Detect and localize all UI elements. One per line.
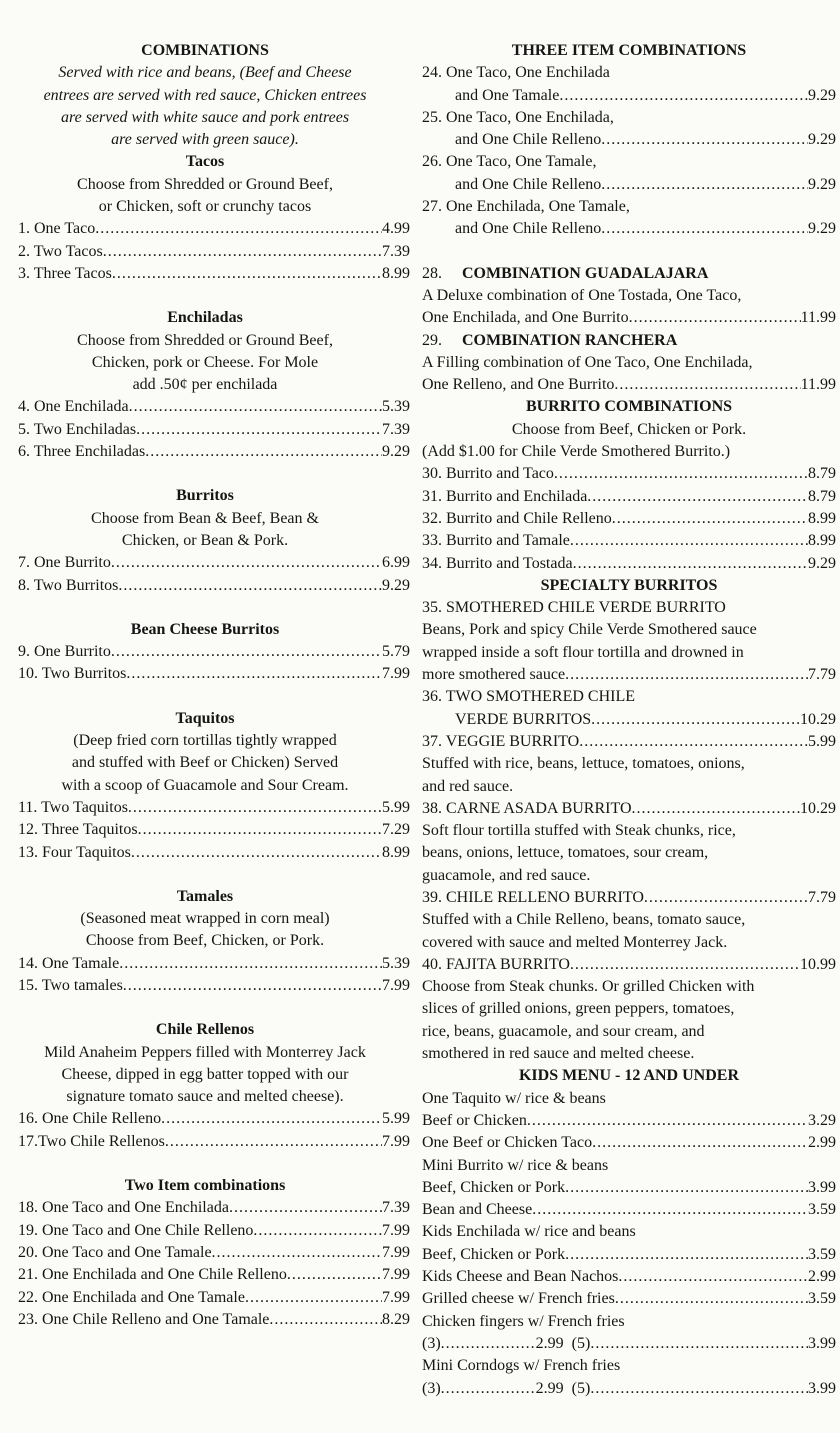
menu-item: 37. VEGGIE BURRITO ..... 5.99 xyxy=(422,731,836,753)
item-40-desc: smothered in red sauce and melted cheese. xyxy=(422,1045,695,1063)
burritos-desc: Chicken, or Bean & Pork. xyxy=(121,531,289,549)
item-35-title: 35. SMOTHERED CHILE VERDE BURRITO xyxy=(422,599,726,617)
rellenos-desc: Mild Anaheim Peppers filled with Monterrey Jack xyxy=(44,1043,366,1061)
menu-item: 22. One Enchilada and One Tamale ..... 7.99 xyxy=(0,1287,410,1309)
tacos-desc: Choose from Shredded or Ground Beef, xyxy=(77,175,333,193)
menu-item: 13. Four Taquitos ..... 8.99 xyxy=(0,842,410,864)
combinations-note: are served with green sauce). xyxy=(111,131,299,149)
taquitos-desc: and stuffed with Beef or Chicken) Served xyxy=(71,754,339,772)
item-38-desc: beans, onions, lettuce, tomatoes, sour cream, xyxy=(422,844,709,862)
ranchera-desc: A Filling combination of One Taco, One Enchilada, xyxy=(422,353,753,371)
menu-item: 34. Burrito and Tostada ..... 9.29 xyxy=(422,553,836,575)
menu-item-line: 25. One Taco, One Enchilada, xyxy=(422,108,614,126)
tamales-title: Tamales xyxy=(176,887,234,905)
kids-subhead: One Taquito w/ rice & beans xyxy=(422,1089,606,1107)
tacos-desc: or Chicken, soft or crunchy tacos xyxy=(98,198,312,216)
item-38-desc: guacamole, and red sauce. xyxy=(422,866,591,884)
menu-item-line: 26. One Taco, One Tamale, xyxy=(422,153,597,171)
menu-item: 16. One Chile Relleno ..... 5.99 xyxy=(0,1108,410,1130)
menu-item: 3. Three Tacos ..... 8.99 xyxy=(0,263,410,285)
menu-item: 40. FAJITA BURRITO ..... 10.99 xyxy=(422,954,836,976)
burritos-title: Burritos xyxy=(176,487,234,505)
menu-item: 17.Two Chile Rellenos ..... 7.99 xyxy=(0,1131,410,1153)
combinations-title: COMBINATIONS xyxy=(141,42,269,59)
tamales-desc: Choose from Beef, Chicken, or Pork. xyxy=(85,932,325,950)
menu-item: (3) ..... 2.99 (5) ..... 3.99 xyxy=(422,1333,836,1355)
kids-subhead: Mini Corndogs w/ French fries xyxy=(422,1357,621,1375)
rellenos-title: Chile Rellenos xyxy=(155,1021,255,1039)
menu-item: 15. Two tamales ..... 7.99 xyxy=(0,975,410,997)
specialty-title: SPECIALTY BURRITOS xyxy=(540,576,718,594)
menu-item: One Enchilada, and One Burrito ..... 11.99 xyxy=(422,307,836,329)
menu-item: Beef, Chicken or Pork ..... 3.59 xyxy=(422,1244,836,1266)
menu-item: 11. Two Taquitos ..... 5.99 xyxy=(0,797,410,819)
menu-item: 10. Two Burritos ..... 7.99 xyxy=(0,663,410,685)
menu-item: 2. Two Tacos ..... 7.39 xyxy=(0,241,410,263)
menu-item: 6. Three Enchiladas ..... 9.29 xyxy=(0,441,410,463)
guadalajara-heading: 28. COMBINATION GUADALAJARA xyxy=(422,264,709,282)
menu-item: 31. Burrito and Enchilada ..... 8.79 xyxy=(422,486,836,508)
enchiladas-title: Enchiladas xyxy=(167,309,243,327)
tamales-desc: (Seasoned meat wrapped in corn meal) xyxy=(80,910,330,928)
menu-item: 21. One Enchilada and One Chile Relleno ..... 7.99 xyxy=(0,1264,410,1286)
guadalajara-desc: A Deluxe combination of One Tostada, One Taco, xyxy=(422,286,742,304)
menu-item: Kids Cheese and Bean Nachos ..... 2.99 xyxy=(422,1266,836,1288)
menu-item: 19. One Taco and One Chile Relleno ..... 7.99 xyxy=(0,1220,410,1242)
three-item-title: THREE ITEM COMBINATIONS xyxy=(511,42,747,59)
menu-item: Grilled cheese w/ French fries ..... 3.59 xyxy=(422,1288,836,1310)
item-39-desc: covered with sauce and melted Monterrey Jack. xyxy=(422,933,728,951)
menu-item: 9. One Burrito ..... 5.79 xyxy=(0,641,410,663)
combinations-note: entrees are served with red sauce, Chicken entrees xyxy=(43,86,367,104)
enchiladas-desc: Chicken, pork or Cheese. For Mole xyxy=(91,353,319,371)
kids-subhead: Chicken fingers w/ French fries xyxy=(422,1312,625,1330)
menu-item: 12. Three Taquitos ..... 7.29 xyxy=(0,819,410,841)
bean-cheese-title: Bean Cheese Burritos xyxy=(130,620,280,638)
enchiladas-desc: add .50¢ per enchilada xyxy=(132,376,278,394)
menu-item: 20. One Taco and One Tamale ..... 7.99 xyxy=(0,1242,410,1264)
menu-item: 1. One Taco ..... 4.99 xyxy=(0,218,410,240)
item-35-desc: wrapped inside a soft flour tortilla and drowned in xyxy=(422,643,744,661)
menu-item: One Beef or Chicken Taco ..... 2.99 xyxy=(422,1132,836,1154)
burritos-desc: Choose from Bean & Beef, Bean & xyxy=(91,509,319,527)
menu-item: VERDE BURRITOS ..... 10.29 xyxy=(422,709,836,731)
combinations-note: are served with white sauce and pork entrees xyxy=(60,108,350,126)
menu-item: 30. Burrito and Taco ..... 8.79 xyxy=(422,463,836,485)
taquitos-desc: with a scoop of Guacamole and Sour Cream. xyxy=(61,776,349,794)
menu-item: 33. Burrito and Tamale ..... 8.99 xyxy=(422,530,836,552)
menu-item: Bean and Cheese ..... 3.59 xyxy=(422,1199,836,1221)
burrito-combos-desc: (Add $1.00 for Chile Verde Smothered Burrito.) xyxy=(422,443,731,461)
menu-item: One Relleno, and One Burrito ..... 11.99 xyxy=(422,374,836,396)
menu-item: 39. CHILE RELLENO BURRITO ..... 7.79 xyxy=(422,887,836,909)
menu-item: 5. Two Enchiladas ..... 7.39 xyxy=(0,419,410,441)
rellenos-desc: Cheese, dipped in egg batter topped with our xyxy=(61,1065,349,1083)
menu-item: 23. One Chile Relleno and One Tamale ..... 8.29 xyxy=(0,1309,410,1331)
menu-item: and One Chile Relleno ..... 9.29 xyxy=(422,218,836,240)
item-40-desc: Choose from Steak chunks. Or grilled Chicken with xyxy=(422,978,755,996)
menu-item: and One Tamale ..... 9.29 xyxy=(422,85,836,107)
rellenos-desc: signature tomato sauce and melted cheese). xyxy=(66,1088,344,1106)
taquitos-desc: (Deep fried corn tortillas tightly wrapped xyxy=(73,732,337,750)
burrito-combos-title: BURRITO COMBINATIONS xyxy=(525,398,733,416)
menu-item: Beef, Chicken or Pork ..... 3.99 xyxy=(422,1177,836,1199)
kids-subhead: Mini Burrito w/ rice & beans xyxy=(422,1156,609,1174)
menu-item: 14. One Tamale ..... 5.39 xyxy=(0,953,410,975)
kids-title: KIDS MENU - 12 AND UNDER xyxy=(518,1067,739,1085)
item-37-desc: Stuffed with rice, beans, lettuce, tomatoes, onions, xyxy=(422,755,745,773)
menu-item: (3) ..... 2.99 (5) ..... 3.99 xyxy=(422,1378,836,1400)
menu-item: 7. One Burrito ..... 6.99 xyxy=(0,552,410,574)
right-column xyxy=(422,40,836,1400)
menu-item: 18. One Taco and One Enchilada ..... 7.39 xyxy=(0,1197,410,1219)
combinations-note: Served with rice and beans, (Beef and Cheese xyxy=(58,64,352,82)
left-column xyxy=(0,40,410,1331)
item-38-desc: Soft flour tortilla stuffed with Steak chunks, rice, xyxy=(422,822,736,840)
ranchera-heading: 29. COMBINATION RANCHERA xyxy=(422,331,678,349)
menu-item: and One Chile Relleno ..... 9.29 xyxy=(422,174,836,196)
menu-item: 4. One Enchilada ..... 5.39 xyxy=(0,396,410,418)
tacos-title: Tacos xyxy=(185,153,225,171)
item-37-desc: and red sauce. xyxy=(422,777,514,795)
menu-item: Beef or Chicken ..... 3.29 xyxy=(422,1110,836,1132)
menu-item: 38. CARNE ASADA BURRITO ..... 10.29 xyxy=(422,798,836,820)
item-39-desc: Stuffed with a Chile Relleno, beans, tomato sauce, xyxy=(422,911,746,929)
burrito-combos-desc: Choose from Beef, Chicken or Pork. xyxy=(511,420,747,438)
enchiladas-desc: Choose from Shredded or Ground Beef, xyxy=(77,331,333,349)
item-35-desc: Beans, Pork and spicy Chile Verde Smothered sauce xyxy=(422,621,757,639)
menu-item: 8. Two Burritos ..... 9.29 xyxy=(0,575,410,597)
menu-item: and One Chile Relleno ..... 9.29 xyxy=(422,129,836,151)
menu-item: 32. Burrito and Chile Relleno ..... 8.99 xyxy=(422,508,836,530)
menu-item: more smothered sauce ..... 7.79 xyxy=(422,664,836,686)
taquitos-title: Taquitos xyxy=(175,709,235,727)
menu-item-line: 24. One Taco, One Enchilada xyxy=(422,64,610,82)
menu-item-line: 27. One Enchilada, One Tamale, xyxy=(422,198,630,216)
kids-subhead: Kids Enchilada w/ rice and beans xyxy=(422,1223,636,1241)
item-40-desc: slices of grilled onions, green peppers, tomatoes, xyxy=(422,1000,735,1018)
two-item-title: Two Item combinations xyxy=(124,1177,286,1195)
item-36-title: 36. TWO SMOTHERED CHILE xyxy=(422,688,636,706)
item-40-desc: rice, beans, guacamole, and sour cream, and xyxy=(422,1022,705,1040)
